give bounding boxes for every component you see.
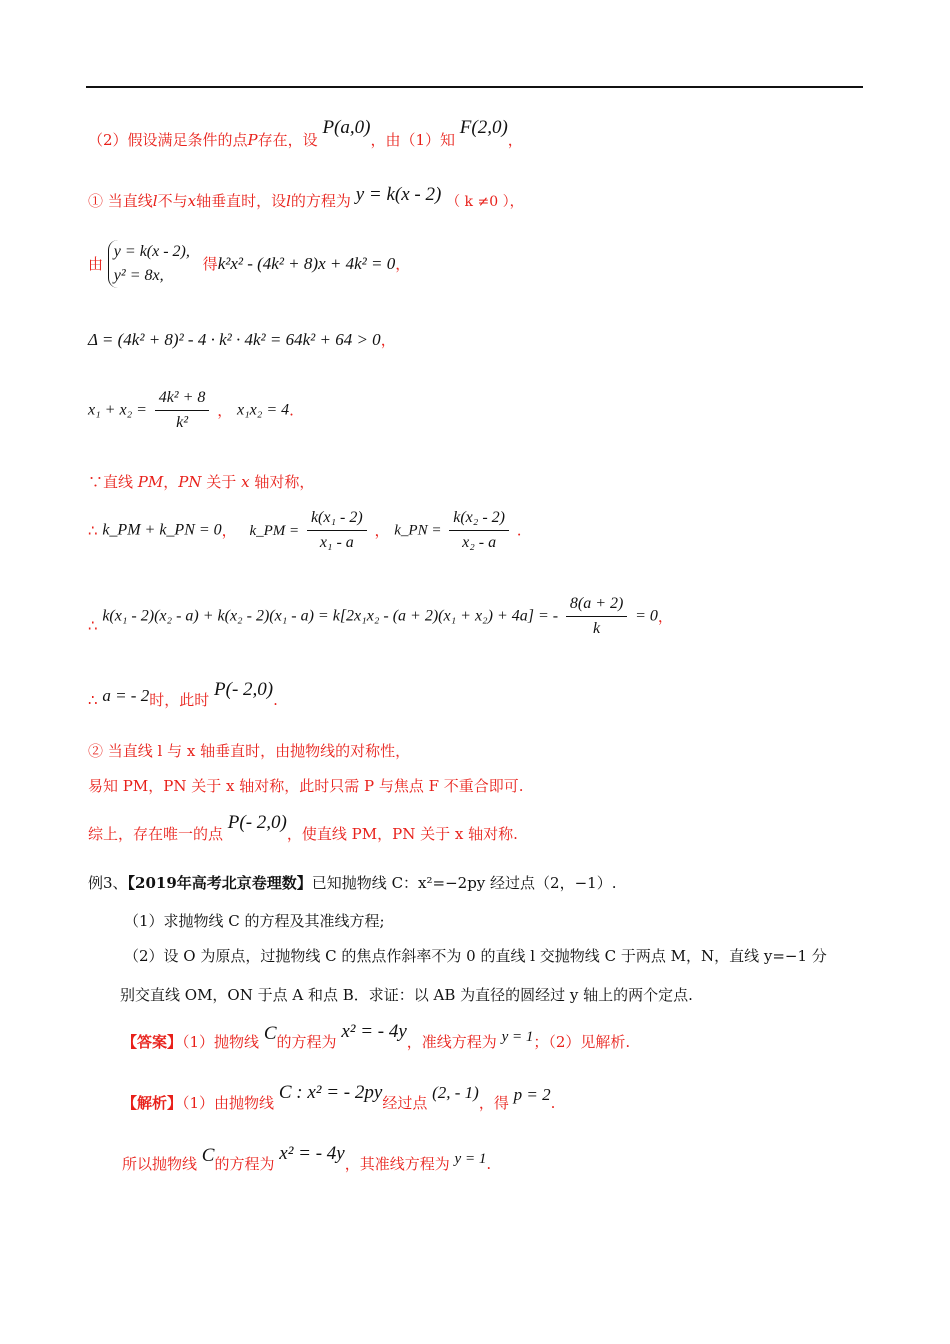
delta-line [88,330,396,350]
expand-tail: = 0 [635,607,658,625]
slopes-line: ∴ k_PM + k_PN = 0， k_PM = $\frac{\text{k(x₁ - 2)}}{\text{x₁ - a}}$ ， k_PN = $\frac{\text{k(x₂ - 2)}}{\text{x₂ - a}}$ . [88,509,522,551]
vieta-num: 4k² + 8 [155,388,210,411]
final-end: . [486,1155,492,1173]
conclusion1-therefore: ∴ [88,691,98,709]
kpn-den: x₂ - a [462,534,497,551]
symmetry-text: 关于 [206,473,237,491]
p-letter: P [247,131,258,149]
vieta-sum-lhs: x₁ + x₂ = [88,401,147,419]
answer-t2: 的方程为 [276,1033,337,1051]
expand-expr: k(x₁ - 2)(x₂ - a) + k(x₂ - 2)(x₁ - a) = k[2x₁x₂ - (a + 2)(x₁ + x₂) + 4a] = - [102,607,559,625]
kpm-den: x₁ - a [319,534,354,551]
answer-t3: ，准线方程为 [406,1033,497,1051]
example-stem: 已知抛物线 C：x²=−2py 经过点（2，−1）. [311,874,617,892]
part2-exists: 存在，设 [257,131,318,149]
final-t2: 的方程为 [214,1155,275,1173]
answer-tag: 【答案】 [122,1033,183,1051]
analysis-line [122,1082,556,1113]
example-label: 例3、 [88,874,128,892]
analysis-t1: （1）由抛物线 [182,1094,275,1112]
case1-text3: 轴垂直时，设 [196,192,287,210]
delta-expr: Δ = (4k² + 8)² - 4 · k² · 4k² = 64k² + 64 > 0 [88,330,381,349]
vieta-fraction [155,388,210,433]
point-p-neg2: P(- 2,0) [214,679,274,700]
expand-line [88,594,673,639]
k-condition: （ k ≠0 ）， [446,194,524,210]
part2-intro: （2）假设满足条件的点 [88,131,248,149]
kpm-num: k(x₁ - 2) [307,508,367,531]
final-equation: x² = - 4y [279,1143,345,1164]
answer-t4: ；（2）见解析. [533,1033,631,1051]
part2-line [88,117,523,150]
symmetry-pm: PM [137,473,164,491]
line-equation: y = k(x - 2) [355,184,442,205]
expand-den: k [593,620,601,637]
analysis-t2: 经过点 [382,1094,428,1112]
vieta-den: k² [176,414,188,431]
expand-end: ， [657,607,673,626]
case1-text1: ① 当直线 [88,192,153,210]
a-value: a = - 2 [102,686,150,705]
system-end: ， [395,255,411,273]
case1-x: x [187,192,197,210]
kpm-label: k_PM = [249,522,300,539]
conclusion1-line [88,679,278,710]
vieta-product: x₁x₂ = 4 [236,401,290,419]
system-de: 得 [202,255,218,273]
symmetry-because: ∵直线 [88,473,134,491]
example-source: 【2019年高考北京卷理数】 [127,874,312,892]
answer-c: C [263,1023,277,1044]
case2-line1: ② 当直线 l 与 x 轴垂直时，由抛物线的对称性， [88,742,411,760]
point-p-a0: P(a,0) [322,117,371,138]
symmetry-line [88,472,314,492]
case1-line: ① 当直线l不与x轴垂直时，设l的方程为 y = k(x - 2) （ k ≠0 ）， [88,184,524,210]
answer-t1: （1）抛物线 [182,1033,260,1051]
vieta-line [88,388,294,433]
analysis-tag: 【解析】 [122,1094,183,1112]
system-eq2: y² = 8x, [113,267,164,284]
kpn-fraction [449,508,509,553]
vieta-end: . [289,401,294,420]
system-eq1: y = k(x - 2), [113,243,190,260]
analysis-point: (2, - 1) [432,1083,479,1102]
kpm-fraction [307,508,367,553]
analysis-t3: ，得 [478,1094,509,1112]
part2-end: ， [507,131,523,149]
case2-line2: 易知 PM，PN 关于 x 轴对称，此时只需 P 与焦点 F 不重合即可. [88,777,524,795]
symmetry-pn: PN [178,473,202,491]
answer-directrix: y = 1 [501,1029,534,1045]
final-line [122,1143,492,1175]
quadratic-result: k²x² - (4k² + 8)x + 4k² = 0 [217,254,396,273]
final-point-p: P(- 2,0) [227,812,287,833]
expand-fraction [566,594,627,639]
part2-by1: ，由（1）知 [370,131,455,149]
final-directrix: y = 1 [454,1151,487,1167]
case2-line3-b: ，使直线 PM，PN 关于 x 轴对称. [286,825,518,843]
final-t1: 所以抛物线 [122,1155,198,1173]
analysis-equation: C : x² = - 2py [278,1082,383,1103]
conclusion1-end: . [273,691,278,709]
case1-l: l [152,192,158,210]
analysis-p-value: p = 2 [513,1085,551,1104]
slopes-therefore: ∴ [88,521,98,540]
symmetry-text2: 轴对称， [254,473,315,491]
question-2-line2: 别交直线 OM，ON 于点 A 和点 B．求证：以 AB 为直径的圆经过 y 轴上的两个定点. [120,986,693,1004]
analysis-end: . [550,1094,556,1112]
header-rule [86,86,863,88]
case1-text2: 不与 [157,192,188,210]
case2-line3-a: 综上，存在唯一的点 [88,825,224,843]
vieta-sep: ， [217,401,233,420]
slopes-end: . [516,521,522,540]
example3-stem-line [88,873,616,893]
answer-line [122,1021,631,1053]
slopes-comma: ， [221,521,237,540]
symmetry-x: x [241,473,250,491]
expand-therefore: ∴ [88,616,98,635]
equation-system [108,240,190,288]
point-f: F(2,0) [459,117,508,138]
answer-equation: x² = - 4y [341,1021,407,1042]
kpn-label: k_PN = [394,522,442,539]
final-c: C [201,1145,215,1166]
case2-line3 [88,812,518,844]
system-you: 由 [88,255,104,273]
final-t3: ，其准线方程为 [344,1155,450,1173]
question-1: （1）求抛物线 C 的方程及其准线方程; [124,912,385,930]
delta-end: ， [380,331,396,349]
conclusion1-text: 时，此时 [149,691,210,709]
question-2-line1: （2）设 O 为原点，过抛物线 C 的焦点作斜率不为 0 的直线 l 交抛物线 C 于两点 M，N，直线 y=−1 分 [124,947,827,965]
kpn-num: k(x₂ - 2) [449,508,509,531]
symmetry-comma: ， [163,473,179,491]
expand-num: 8(a + 2) [566,594,627,617]
system-line [88,240,410,288]
slope-sum: k_PM + k_PN = 0 [102,521,222,539]
case1-text4: 的方程为 [290,192,351,210]
